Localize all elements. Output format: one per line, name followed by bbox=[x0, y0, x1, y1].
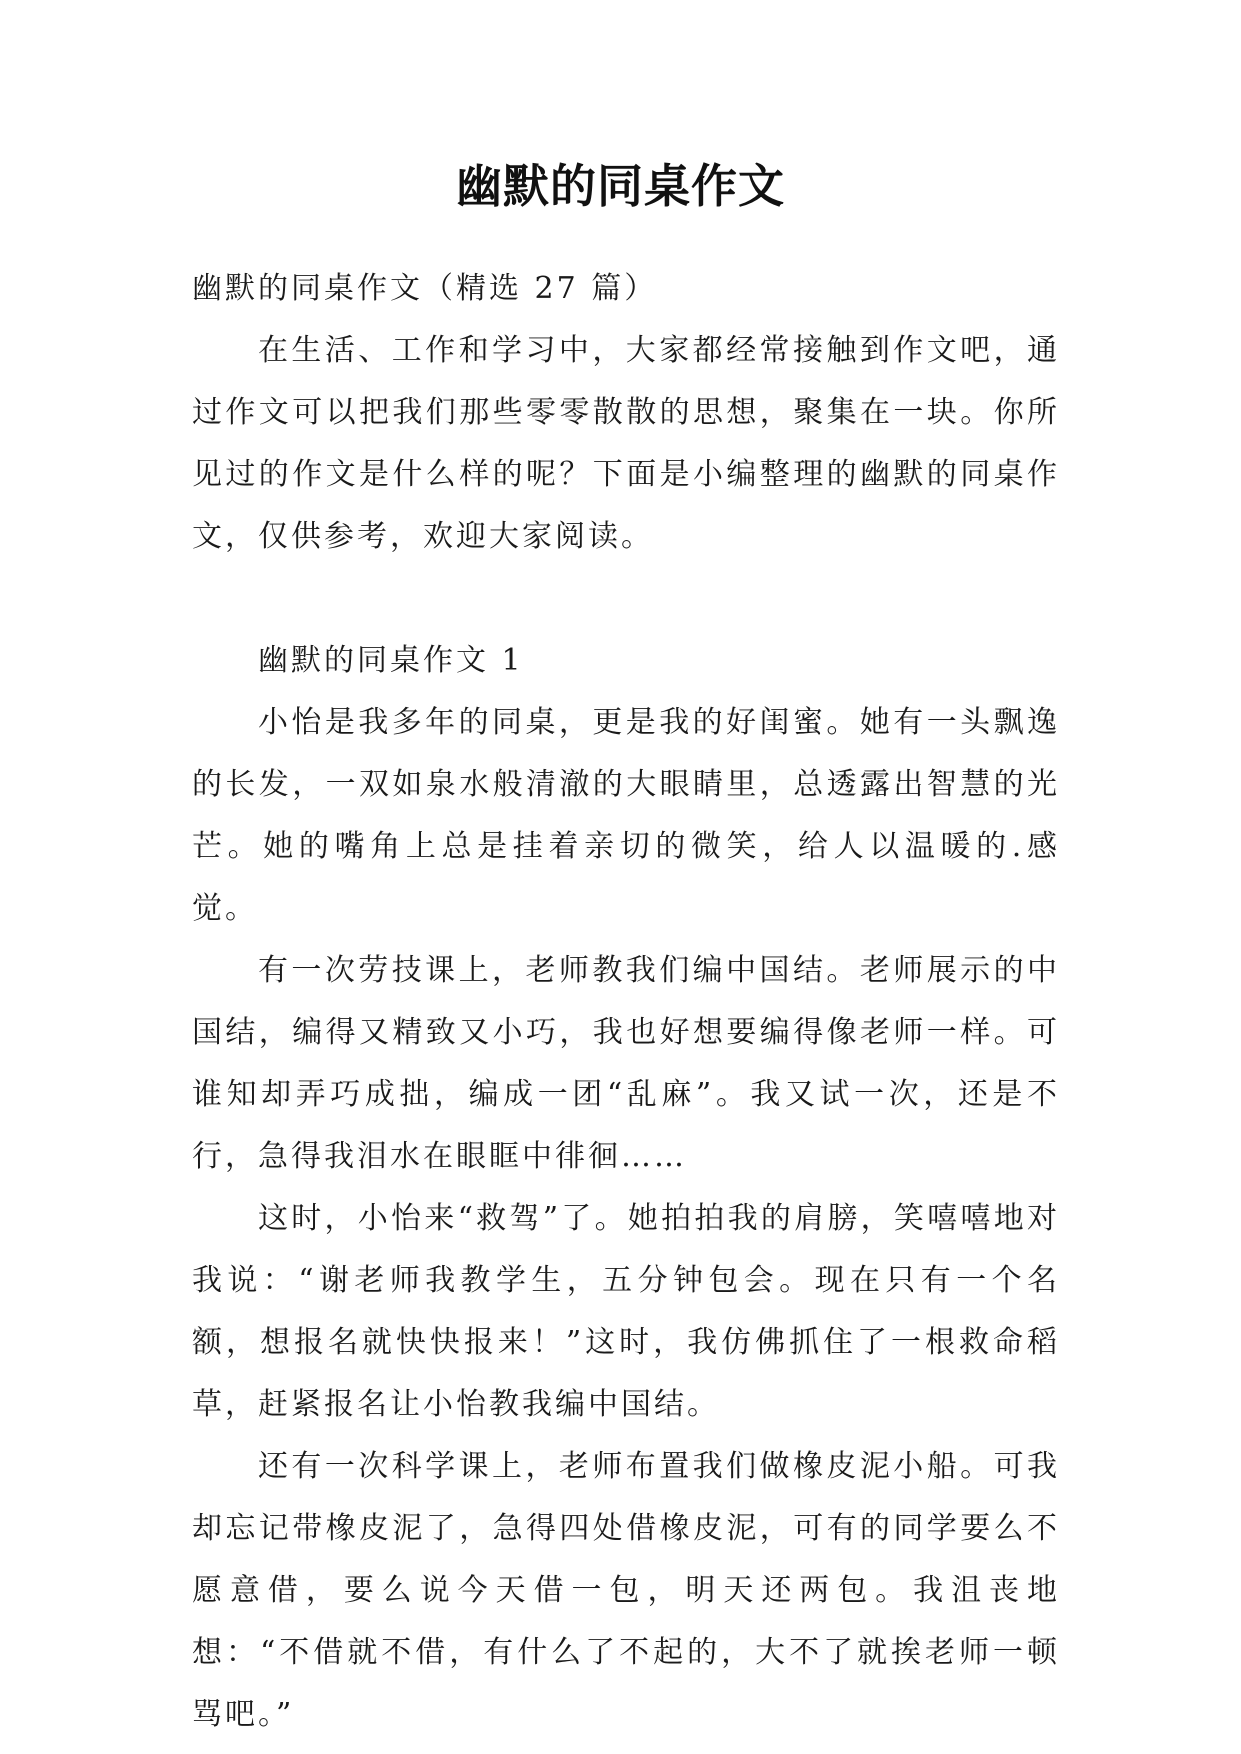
body-paragraph: 有一次劳技课上，老师教我们编中国结。老师展示的中国结，编得又精致又小巧，我也好想要编得像老师一样。可谁知却弄巧成拙，编成一团“乱麻”。我又试一次，还是不行，急得我泪水在眼眶中徘徊…… bbox=[192, 953, 1060, 1174]
intro-paragraph: 在生活、工作和学习中，大家都经常接触到作文吧，通过作文可以把我们那些零零散散的思想，聚集在一块。你所见过的作文是什么样的呢？下面是小编整理的幽默的同桌作文，仅供参考，欢迎大家阅读。 bbox=[192, 333, 1060, 554]
document-title: 幽默的同桌作文 bbox=[456, 159, 785, 213]
section-heading: 幽默的同桌作文 1 bbox=[258, 643, 524, 678]
body-paragraph: 还有一次科学课上，老师布置我们做橡皮泥小船。可我却忘记带橡皮泥了，急得四处借橡皮泥，可有的同学要么不愿意借，要么说今天借一包，明天还两包。我沮丧地想：“不借就不借，有什么了不起的，大不了就挨老师一顿骂吧。” bbox=[192, 1449, 1060, 1732]
document-subtitle: 幽默的同桌作文（精选 27 篇） bbox=[192, 271, 658, 306]
body-paragraph: 小怡是我多年的同桌，更是我的好闺蜜。她有一头飘逸的长发，一双如泉水般清澈的大眼睛里，总透露出智慧的光芒。她的嘴角上总是挂着亲切的微笑，给人以温暖的.感觉。 bbox=[192, 705, 1060, 926]
body-paragraph: 这时，小怡来“救驾”了。她拍拍我的肩膀，笑嘻嘻地对我说：“谢老师我教学生，五分钟包会。现在只有一个名额，想报名就快快报来！”这时，我仿佛抓住了一根救命稻草，赶紧报名让小怡教我编中国结。 bbox=[192, 1201, 1060, 1422]
document-body bbox=[192, 258, 1060, 1746]
paragraph-spacer bbox=[192, 568, 1060, 630]
